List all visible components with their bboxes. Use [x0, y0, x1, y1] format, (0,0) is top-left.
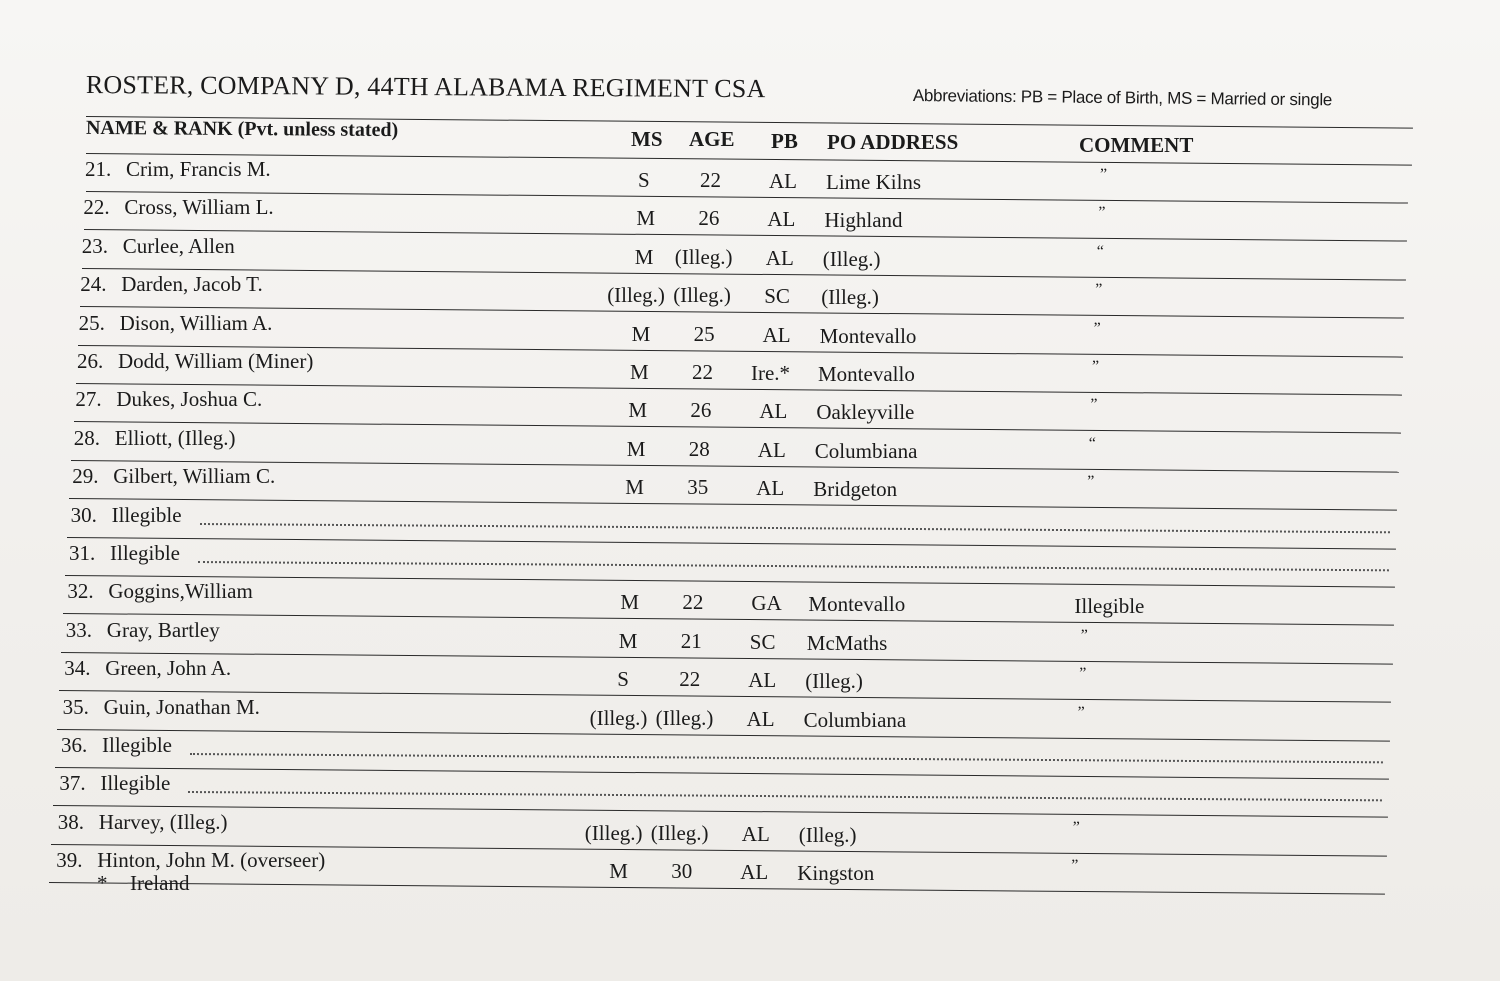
row-age: 21 — [680, 628, 702, 653]
row-ms: M — [625, 475, 644, 500]
row-number: 26. — [77, 349, 104, 373]
row-ms: S — [617, 667, 629, 692]
row-name: Hinton, John M. (overseer) — [97, 848, 326, 873]
row-name: Illegible — [110, 541, 180, 565]
row-rule — [67, 537, 1396, 550]
row-name: Dodd, William (Miner) — [118, 349, 314, 373]
row-address: (Illeg.) — [798, 822, 857, 847]
row-number: 38. — [57, 809, 85, 834]
row-address: Columbiana — [803, 707, 907, 732]
row-comment-ditto: ” — [1071, 857, 1079, 875]
row-number: 23. — [81, 233, 109, 258]
row-age: 22 — [700, 168, 721, 192]
row-address: Montevallo — [818, 362, 915, 386]
row-ms: M — [609, 859, 628, 884]
row-age: 22 — [692, 360, 713, 384]
row-ms: M — [618, 628, 638, 653]
row-comment-ditto: ” — [1080, 626, 1088, 644]
row-ms: M — [631, 321, 651, 346]
row-pb: AL — [741, 821, 770, 846]
row-name: Gilbert, William C. — [113, 464, 276, 489]
row-ms: (Illeg.) — [607, 283, 665, 308]
row-rule — [65, 575, 1395, 588]
header-bottom-rule — [86, 153, 1412, 166]
row-name: Darden, Jacob T. — [121, 272, 263, 297]
abbreviations-note: Abbreviations: PB = Place of Birth, MS = Married or single — [912, 86, 1333, 110]
row-ms: M — [628, 398, 648, 423]
row-number: 36. — [61, 733, 88, 757]
row-address: Kingston — [797, 861, 875, 886]
row-name: Illegible — [111, 502, 182, 527]
row-pb: GA — [751, 591, 782, 616]
row-ms: M — [634, 244, 654, 269]
row-number: 24. — [80, 272, 107, 297]
row-age: 22 — [679, 667, 701, 692]
row-number: 28. — [73, 425, 101, 450]
row-comment-ditto: ” — [1092, 358, 1100, 375]
row-age: (Illeg.) — [673, 283, 731, 308]
row-dotted-leader — [188, 791, 1382, 801]
row-address: Montevallo — [808, 592, 906, 617]
row-rule — [74, 421, 1401, 434]
row-number: 32. — [67, 579, 94, 604]
row-number: 31. — [69, 541, 96, 565]
row-name: Dison, William A. — [119, 310, 273, 335]
header-name: NAME & RANK (Pvt. unless stated) — [85, 116, 399, 142]
row-pb: AL — [748, 668, 777, 693]
footnote — [97, 871, 189, 896]
row-ms: M — [626, 436, 646, 461]
row-address: Lime Kilns — [826, 170, 922, 194]
footnote-mark: * — [97, 871, 108, 895]
row-address: Columbiana — [814, 438, 918, 463]
row-number: 25. — [78, 310, 105, 335]
row-number: 35. — [62, 694, 89, 719]
row-rule — [63, 613, 1394, 626]
header-age: AGE — [689, 127, 735, 151]
row-ms: (Illeg.) — [589, 705, 648, 730]
row-comment-ditto: ” — [1090, 396, 1098, 414]
row-ms: S — [638, 168, 650, 192]
row-pb: AL — [765, 245, 794, 270]
row-name: Green, John A. — [105, 656, 232, 681]
row-rule — [57, 729, 1390, 742]
row-dotted-leader — [198, 561, 1389, 571]
header-pb: PB — [771, 129, 798, 153]
row-ms: M — [636, 206, 656, 231]
row-rule — [84, 229, 1407, 242]
row-name: Gray, Bartley — [106, 617, 220, 642]
row-name: Illegible — [100, 771, 171, 796]
row-comment-ditto: ” — [1072, 818, 1080, 836]
header-ms: MS — [631, 127, 663, 151]
row-name: Goggins,William — [108, 579, 253, 604]
row-number: 27. — [75, 387, 102, 412]
row-address: McMaths — [806, 630, 888, 655]
row-age: 25 — [693, 321, 715, 346]
row-age: 22 — [682, 590, 704, 615]
row-age: (Illeg.) — [655, 705, 714, 730]
row-pb: AL — [759, 399, 788, 424]
row-comment: Illegible — [1074, 594, 1145, 619]
row-name: Harvey, (Illeg.) — [98, 809, 228, 834]
row-pb: AL — [769, 169, 797, 193]
row-address: Bridgeton — [813, 477, 898, 502]
header-comment: COMMENT — [1079, 133, 1194, 157]
row-comment-ditto: ” — [1095, 281, 1103, 299]
row-name: Cross, William L. — [124, 195, 274, 220]
row-comment-ditto: ” — [1079, 665, 1087, 683]
row-rule — [49, 882, 1385, 895]
row-ms: (Illeg.) — [584, 820, 643, 845]
row-age: (Illeg.) — [674, 244, 733, 269]
row-rule — [55, 767, 1389, 780]
row-rule — [53, 805, 1388, 818]
row-name: Crim, Francis M. — [126, 157, 271, 181]
row-pb: Ire.* — [751, 361, 791, 385]
row-name: Illegible — [102, 733, 172, 757]
row-pb: SC — [749, 629, 776, 654]
row-address: Highland — [824, 208, 903, 233]
row-address: (Illeg.) — [821, 285, 879, 310]
row-dotted-leader — [200, 523, 1390, 533]
row-pb: AL — [767, 207, 796, 232]
row-rule — [69, 498, 1397, 511]
row-comment-ditto: ” — [1093, 319, 1101, 337]
row-name: Curlee, Allen — [122, 233, 235, 258]
page-title: ROSTER, COMPANY D, 44TH ALABAMA REGIMENT CSA — [85, 70, 766, 104]
row-age: 28 — [688, 436, 710, 461]
row-pb: AL — [756, 476, 785, 501]
header-address: PO ADDRESS — [827, 130, 959, 154]
row-age: 26 — [698, 206, 720, 231]
row-number: 22. — [83, 195, 110, 220]
row-comment-ditto: “ — [1088, 434, 1096, 452]
row-name: Guin, Jonathan M. — [103, 694, 260, 719]
row-address: (Illeg.) — [822, 246, 881, 271]
row-rule — [82, 268, 1406, 281]
row-ms: M — [630, 360, 649, 384]
row-age: 35 — [687, 475, 709, 500]
row-age: 30 — [671, 859, 693, 884]
row-pb: AL — [757, 437, 786, 462]
row-number: 21. — [85, 157, 112, 181]
footnote-text: Ireland — [130, 871, 190, 895]
row-name: Elliott, (Illeg.) — [114, 425, 236, 450]
row-pb: AL — [740, 860, 769, 885]
row-comment-ditto: “ — [1096, 242, 1104, 260]
row-rule — [61, 652, 1393, 665]
row-rule — [76, 383, 1402, 396]
row-number: 33. — [65, 617, 93, 642]
row-pb: AL — [762, 322, 791, 347]
row-comment-ditto: ” — [1087, 473, 1095, 491]
row-number: 29. — [72, 464, 99, 489]
row-pb: AL — [746, 706, 775, 731]
row-age: 26 — [690, 398, 712, 423]
row-rule — [86, 191, 1408, 204]
row-pb: SC — [764, 284, 790, 309]
row-age: (Illeg.) — [650, 820, 709, 845]
row-address: Montevallo — [819, 323, 917, 348]
row-number: 39. — [56, 848, 83, 873]
row-ms: M — [620, 590, 640, 615]
row-dotted-leader — [190, 753, 1383, 763]
row-comment-ditto: ” — [1100, 166, 1108, 183]
row-name: Dukes, Joshua C. — [116, 387, 263, 412]
row-rule — [80, 306, 1404, 319]
row-comment-ditto: ” — [1098, 204, 1106, 222]
row-number: 30. — [70, 502, 97, 527]
row-address: Oakleyville — [816, 400, 915, 425]
row-number: 34. — [64, 656, 91, 681]
row-comment-ditto: ” — [1077, 703, 1085, 721]
row-address: (Illeg.) — [805, 669, 863, 694]
row-number: 37. — [59, 771, 86, 796]
